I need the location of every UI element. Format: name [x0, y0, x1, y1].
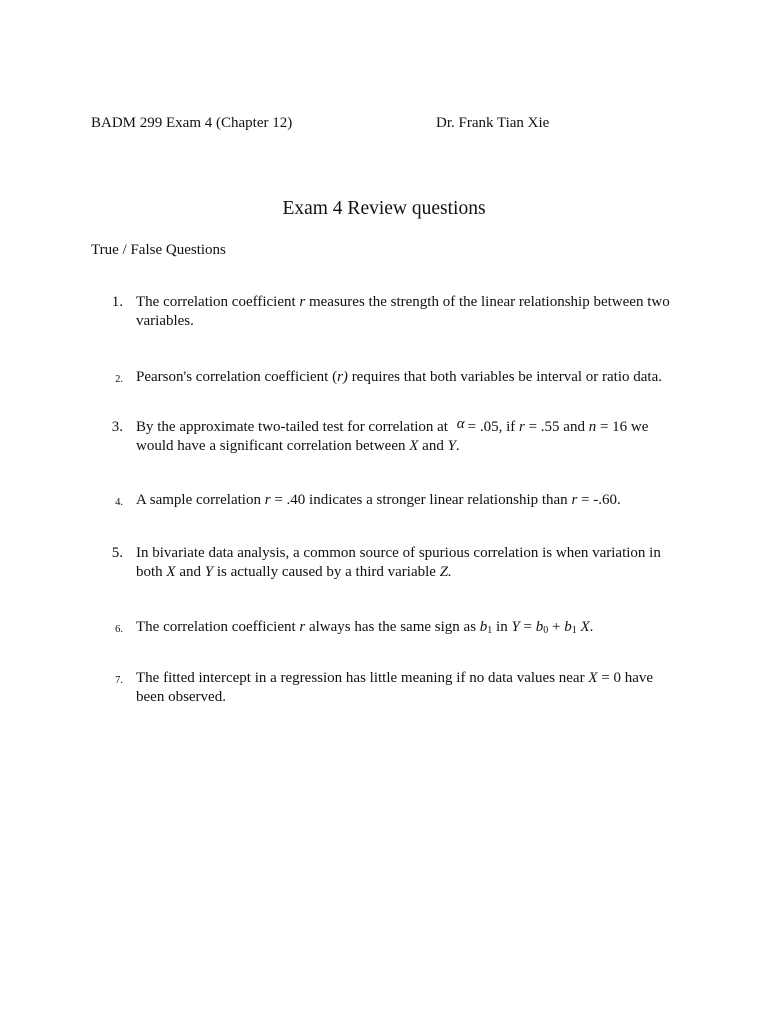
alpha-symbol: α — [456, 416, 465, 432]
course-header: BADM 299 Exam 4 (Chapter 12) — [91, 115, 293, 131]
question-text: Pearson's correlation coefficient (r) requires that both variables be interval or ratio data. — [136, 369, 662, 385]
question-number: 7. — [115, 675, 123, 686]
question-text: A sample correlation r = .40 indicates a stronger linear relationship than r = -.60. — [136, 492, 621, 508]
question-text: The fitted intercept in a regression has little meaning if no data values near X = 0 have been observed. — [136, 670, 654, 705]
question-text: The correlation coefficient r measures the strength of the linear relationship between two variables. — [136, 294, 670, 329]
question-number: 1. — [111, 294, 123, 310]
question-number: 5. — [111, 545, 123, 561]
question-number: 2. — [115, 374, 123, 385]
question-text: By the approximate two-tailed test for correlation at α = .05, if r = .55 and n = 16 we would have a significant correlation between X and Y. — [136, 416, 649, 454]
question-text: The correlation coefficient r always has the same sign as $b_1$ in $Y = b_0 + b_1$ X. — [136, 619, 594, 636]
question-number: 3. — [111, 419, 123, 435]
instructor-header: Dr. Frank Tian Xie — [436, 115, 550, 131]
page-title: Exam 4 Review questions — [282, 198, 486, 219]
question-number: 4. — [115, 497, 123, 508]
question-number: 6. — [115, 624, 123, 635]
question-text: In bivariate data analysis, a common source of spurious correlation is when variation in both X and Y is actually caused by a third variable Z. — [136, 545, 661, 580]
section-heading: True / False Questions — [91, 242, 226, 258]
